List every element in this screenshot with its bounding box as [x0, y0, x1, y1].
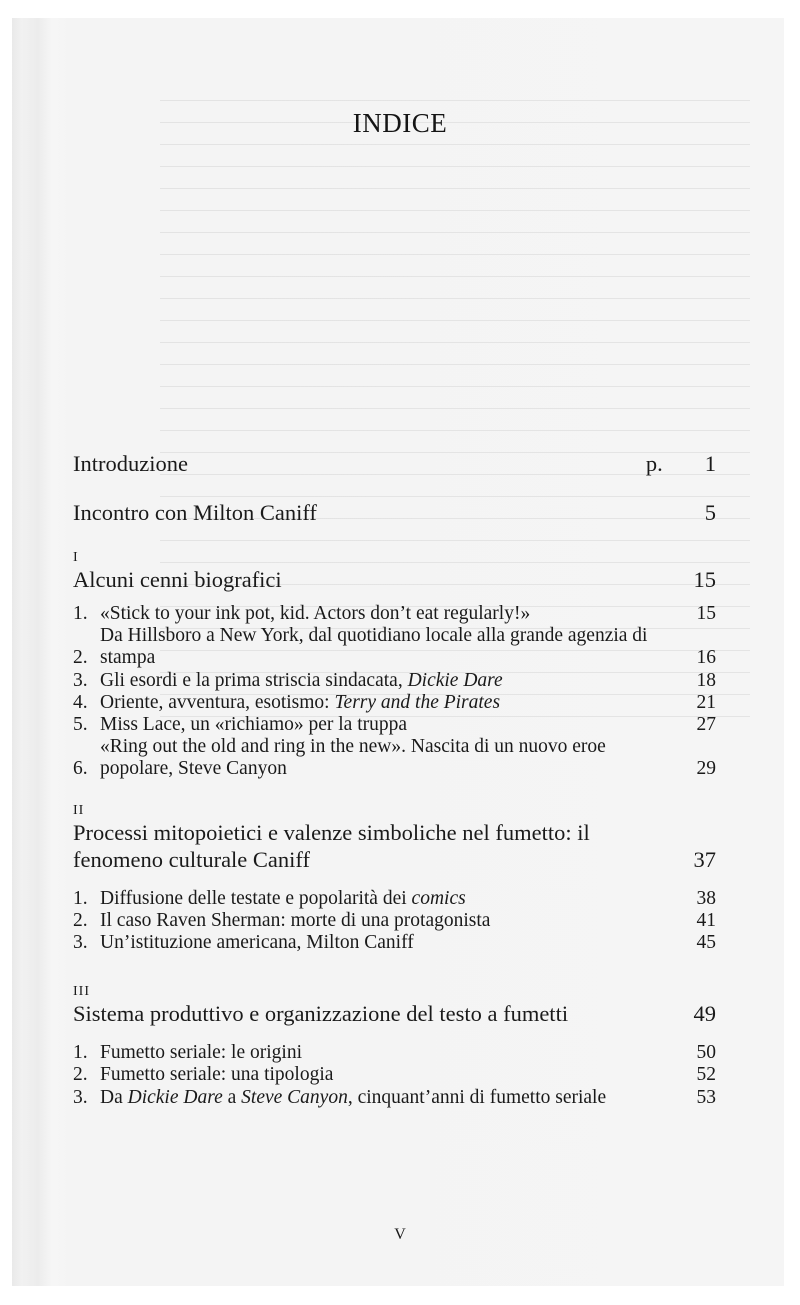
toc-item[interactable]: [73, 736, 716, 780]
toc-chapter-heading[interactable]: [73, 819, 716, 873]
spacer: [73, 593, 716, 603]
title-text: Oriente, avventura, esotismo:: [100, 691, 335, 713]
toc-item[interactable]: [73, 625, 716, 669]
chapter-page: 37: [693, 846, 716, 872]
chapter-numeral: III: [73, 984, 90, 1000]
toc-item-number: 1.: [73, 603, 88, 624]
toc-item[interactable]: [73, 1087, 716, 1109]
title-text: «Stick to your ink pot, kid. Actors don’t eat regularly!»: [100, 603, 531, 624]
toc-item-title: [100, 625, 697, 669]
title-text: Un’istituzione americana, Milton Caniff: [100, 932, 414, 954]
toc-item-number: 3.: [73, 1086, 88, 1108]
chapter-items: [73, 603, 716, 781]
chapter-page: 15: [693, 567, 716, 592]
title-text: Fumetto seriale: una tipologia: [100, 1064, 334, 1086]
title-text: , cinquant’anni di fumetto seriale: [347, 1086, 607, 1108]
toc-entry-page: [646, 450, 716, 477]
toc-item-page: 52: [696, 1064, 716, 1086]
toc-item-number: 2.: [73, 647, 88, 669]
toc-entry-introduzione[interactable]: [73, 450, 716, 477]
chapter-title: Processi mitopoietici e valenze simboliche nel fumetto: il fenomeno culturale Caniff: [73, 819, 590, 872]
toc-item[interactable]: [73, 932, 716, 954]
toc-item-page: 29: [696, 758, 716, 780]
chapter-title: Sistema produttivo e organizzazione del testo a fumetti: [73, 1001, 569, 1027]
toc-entry-label: Introduzione: [73, 451, 188, 476]
title-text: Da: [100, 1086, 128, 1108]
title-text: Da Hillsboro a New York, dal quotidiano locale alla grande agenzia di stampa: [100, 625, 648, 669]
toc-item-number: 5.: [73, 714, 88, 736]
toc-item-number: 1.: [73, 1042, 88, 1064]
toc-item[interactable]: [73, 1064, 716, 1086]
toc-item-number: 2.: [73, 909, 88, 931]
toc-item[interactable]: [73, 692, 716, 714]
italic-title: Steve Canyon: [241, 1086, 348, 1108]
chapter-title: Alcuni cenni biografici: [73, 567, 282, 592]
italic-title: Terry and the Pirates: [334, 691, 501, 713]
chapter-numeral: II: [73, 802, 85, 818]
toc-item[interactable]: [73, 888, 716, 910]
toc-chapter-heading[interactable]: [73, 1000, 716, 1027]
page-prefix: p.: [645, 451, 663, 476]
toc-item-title: [100, 1087, 697, 1109]
toc-entry-page: 5: [704, 500, 716, 525]
toc-item-page: 16: [696, 647, 716, 669]
toc-item-title: [100, 888, 697, 910]
toc-entry-incontro[interactable]: [73, 499, 716, 526]
title-text: Il caso Raven Sherman: morte di una protagonista: [100, 909, 491, 931]
title-text: Fumetto seriale: le origini: [100, 1042, 302, 1064]
toc-item-title: [100, 692, 697, 714]
chapter-page: 49: [693, 1001, 716, 1027]
toc-item-title: [100, 1042, 697, 1064]
toc-item-title: [100, 736, 697, 780]
toc-item-number: 3.: [73, 932, 88, 954]
toc-item-title: [100, 910, 697, 932]
toc-item-page: 21: [696, 691, 716, 713]
spacer: [73, 1027, 716, 1042]
title-text: a: [222, 1086, 242, 1108]
toc-item-page: 50: [696, 1042, 716, 1064]
title-text: «Ring out the old and ring in the new». Nascita di un nuovo eroe popolare, Steve Canyon: [100, 736, 606, 780]
chapter-numeral: I: [73, 550, 79, 565]
toc-item[interactable]: [73, 910, 716, 932]
toc-item-page: 18: [696, 669, 716, 691]
toc-item-number: 6.: [73, 758, 88, 780]
spacer: [73, 873, 716, 888]
toc-item[interactable]: [73, 603, 716, 625]
italic-title: Dickie Dare: [127, 1086, 223, 1108]
chapter-items: [73, 1042, 716, 1109]
toc-item-page: 15: [696, 603, 716, 624]
toc-item-page: 53: [696, 1086, 716, 1108]
toc-item-title: [100, 714, 697, 736]
toc-item-title: [100, 1064, 697, 1086]
chapter-items: [73, 888, 716, 955]
toc-item[interactable]: [73, 714, 716, 736]
toc-item[interactable]: [73, 670, 716, 692]
page-title: INDICE: [352, 108, 448, 138]
toc-item[interactable]: [73, 1042, 716, 1064]
italic-title: comics: [411, 887, 466, 909]
toc-item-title: [100, 670, 697, 692]
spacer: [73, 477, 716, 499]
toc-item-number: 4.: [73, 691, 88, 713]
toc-entry-label: Incontro con Milton Caniff: [73, 500, 317, 525]
title-text: Diffusione delle testate e popolarità dei: [100, 887, 412, 909]
italic-title: Dickie Dare: [407, 669, 503, 691]
page-number: 1: [704, 451, 716, 476]
toc-item-page: 38: [696, 887, 716, 909]
toc-item-number: 2.: [73, 1064, 88, 1086]
title-text: Miss Lace, un «richiamo» per la truppa: [100, 714, 408, 736]
toc-item-title: [100, 932, 697, 954]
toc-item-number: 1.: [73, 887, 88, 909]
toc-item-title: [100, 603, 697, 625]
toc-item-page: 41: [696, 909, 716, 931]
toc-item-number: 3.: [73, 669, 88, 691]
toc-item-page: 45: [696, 932, 716, 954]
toc-item-page: 27: [696, 714, 716, 736]
toc-chapter-heading[interactable]: [73, 566, 716, 593]
page-folio: V: [394, 1226, 406, 1243]
table-of-contents: [73, 450, 716, 1109]
title-text: Gli esordi e la prima striscia sindacata,: [100, 669, 408, 691]
